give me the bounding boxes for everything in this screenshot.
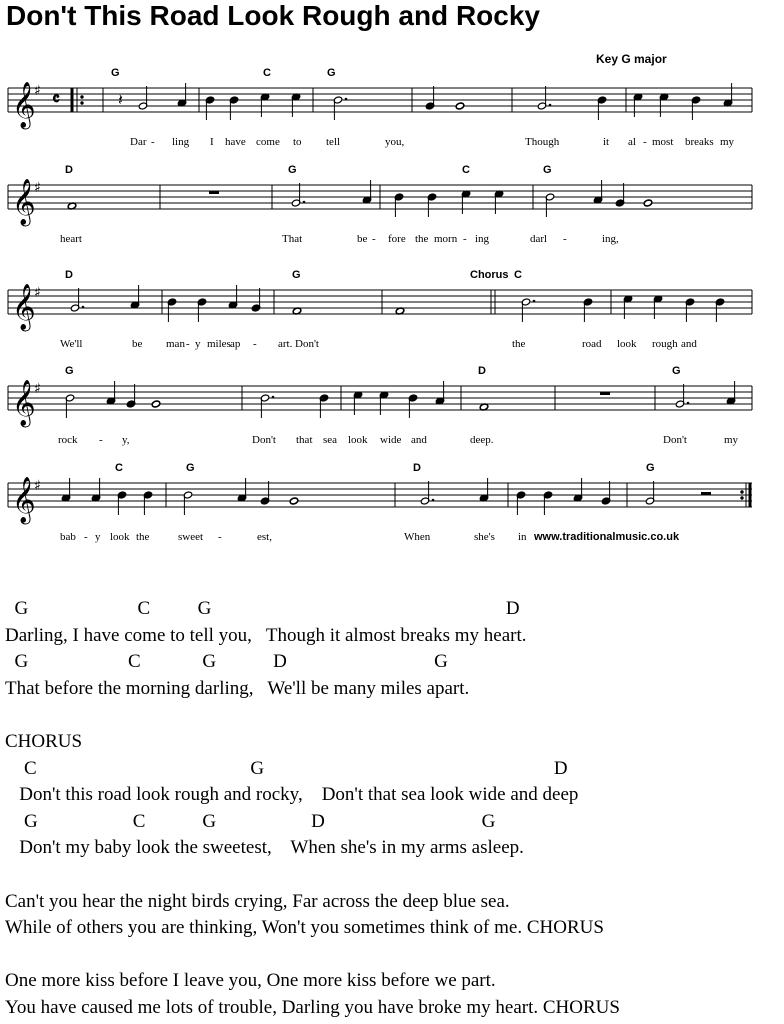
lyric-syllable: est, [257, 531, 272, 543]
note-icon [494, 190, 503, 214]
whole-rest-icon [209, 191, 219, 194]
note-icon [573, 478, 582, 502]
song-line: CHORUS [5, 730, 83, 752]
lyric-syllable: - [84, 531, 88, 543]
lyric-syllable: - [253, 338, 257, 350]
lyric-syllable: the [512, 338, 526, 350]
note-icon [521, 298, 535, 322]
note-icon [685, 298, 694, 322]
song-line: While of others you are thinking, Won't you sometimes think of me. CHORUS [5, 917, 604, 939]
staff-system-4 [0, 358, 784, 453]
note-icon [633, 93, 642, 117]
staff-system-1 [0, 60, 784, 155]
quarter-rest-icon: 𝄽 [118, 90, 123, 109]
note-icon [289, 497, 298, 505]
song-title: Don't This Road Look Rough and Rocky [6, 0, 540, 31]
chord-symbol: G [672, 365, 681, 377]
chord-symbol: D [478, 365, 486, 377]
lyric-syllable: ing [475, 233, 490, 245]
chord-symbol: D [65, 164, 73, 176]
song-line: Can't you hear the night birds crying, Far across the deep blue sea. [5, 890, 510, 912]
lyric-syllable: look [348, 434, 368, 446]
treble-clef-icon: 𝄞 [12, 284, 36, 330]
lyric-syllable: darl [530, 233, 548, 245]
lyric-syllable: in [518, 531, 527, 543]
lyric-syllable: - [218, 531, 222, 543]
song-line [5, 862, 780, 889]
note-dot [533, 300, 536, 303]
note-icon [229, 96, 238, 120]
lyric-syllable: miles [207, 338, 231, 350]
lyric-syllable: bab [60, 531, 76, 543]
watermark: www.traditionalmusic.co.uk [534, 531, 680, 543]
note-icon [143, 491, 152, 515]
lyric-syllable: she's [474, 531, 495, 543]
note-head [455, 102, 464, 110]
chord-symbol: G [543, 164, 552, 176]
lyric-syllable: be [357, 233, 368, 245]
note-icon [545, 193, 554, 217]
lyric-syllable: and [681, 338, 697, 350]
lyric-syllable: that [296, 434, 313, 446]
lyric-syllable: look [110, 531, 130, 543]
lyric-syllable: deep. [470, 434, 494, 446]
note-icon [319, 394, 328, 418]
note-dot [549, 104, 552, 107]
song-line [5, 942, 780, 969]
lyric-syllable: morn [434, 233, 458, 245]
sharp-icon: ♯ [34, 180, 41, 196]
note-icon [645, 481, 654, 505]
lyric-syllable: you, [385, 136, 405, 148]
note-icon [65, 394, 74, 418]
chord-symbol: C [115, 462, 123, 474]
lyric-syllable: When [404, 531, 431, 543]
sharp-icon: ♯ [34, 285, 41, 301]
chord-symbol: C [462, 164, 470, 176]
note-icon [130, 285, 139, 309]
lyric-syllable: rough [652, 338, 678, 350]
lyric-syllable: heart [60, 233, 82, 245]
lyric-syllable: al [628, 136, 636, 148]
lyric-syllable: wide [380, 434, 402, 446]
sharp-icon: ♯ [34, 381, 41, 397]
note-icon [723, 83, 732, 107]
lyric-syllable: sea [323, 434, 338, 446]
half-rest-icon [701, 492, 711, 495]
note-icon [228, 285, 237, 309]
note-icon [715, 298, 724, 322]
chord-symbol: G [646, 462, 655, 474]
chord-symbol: D [413, 462, 421, 474]
song-line: Darling, I have come to tell you, Though it almost breaks my heart. [5, 624, 527, 646]
chord-symbol: G [288, 164, 297, 176]
song-line: One more kiss before I leave you, One more kiss before we part. [5, 970, 496, 992]
chord-symbol: G [111, 67, 120, 79]
note-icon [653, 295, 662, 319]
lyric-syllable: ap [230, 338, 241, 350]
note-icon [691, 96, 700, 120]
note-icon [117, 491, 126, 515]
note-icon [353, 391, 362, 415]
lyric-syllable: be [132, 338, 143, 350]
lyrics-with-chords [5, 596, 780, 1022]
chord-symbol: C [263, 67, 271, 79]
song-line: G C G D G [5, 651, 448, 673]
lyric-syllable: I [210, 136, 214, 148]
key-signature-label: Key G major [596, 52, 667, 66]
note-icon [435, 381, 444, 405]
note-icon [260, 394, 274, 418]
lyric-syllable: That [282, 233, 303, 245]
note-icon [91, 478, 100, 502]
lyric-syllable: the [136, 531, 150, 543]
lyric-syllable: - [151, 136, 155, 148]
note-icon [237, 478, 246, 502]
lyric-syllable: - [186, 338, 190, 350]
song-line: Don't this road look rough and rocky, Don't that sea look wide and deep [5, 784, 579, 806]
lyric-syllable: most [652, 136, 674, 148]
lyric-syllable: the [415, 233, 429, 245]
note-icon [408, 394, 417, 418]
note-icon [597, 96, 606, 120]
chord-symbol: G [327, 67, 336, 79]
lyric-syllable: Though [525, 136, 560, 148]
lyric-syllable: Don't [252, 434, 276, 446]
lyric-syllable: man [166, 338, 185, 350]
note-head [151, 400, 160, 408]
note-dot [82, 306, 85, 309]
song-line: C G D [5, 757, 568, 779]
note-icon [197, 298, 206, 322]
whole-rest-icon [600, 392, 610, 395]
note-icon [151, 400, 160, 408]
sharp-icon: ♯ [34, 83, 41, 99]
note-icon [260, 481, 269, 505]
note-icon [543, 491, 552, 515]
repeat-dot [80, 95, 83, 98]
staff-system-3 [0, 262, 784, 357]
lyric-syllable: tell [326, 136, 341, 148]
note-icon [379, 391, 388, 415]
lyric-syllable: y [95, 531, 101, 543]
lyric-syllable: sweet [178, 531, 204, 543]
note-icon [583, 298, 592, 322]
lyric-syllable: rock [58, 434, 78, 446]
note-dot [303, 201, 306, 204]
repeat-dot [740, 496, 743, 499]
lyric-syllable: Dar [130, 136, 147, 148]
note-icon [427, 193, 436, 217]
song-line: That before the morning darling, We'll be many miles apart. [5, 677, 470, 699]
staff-system-5 [0, 455, 784, 550]
note-icon [333, 96, 347, 120]
song-line: G C G D [5, 598, 520, 619]
note-icon [205, 96, 214, 120]
lyric-syllable: y [195, 338, 201, 350]
lyric-syllable: - [463, 233, 467, 245]
lyric-syllable: look [617, 338, 637, 350]
lyric-syllable: ing, [602, 233, 619, 245]
note-icon [183, 491, 192, 515]
lyric-syllable: my [724, 434, 739, 446]
note-icon [726, 381, 735, 405]
note-icon [425, 86, 434, 110]
note-icon [106, 381, 115, 405]
lyric-syllable: - [563, 233, 567, 245]
note-icon [167, 298, 176, 322]
note-dot [345, 98, 348, 101]
chord-symbol: C [514, 269, 522, 281]
note-icon [516, 491, 525, 515]
note-icon [643, 199, 652, 207]
lyric-syllable: my [720, 136, 735, 148]
song-line: Don't my baby look the sweetest, When she's in my arms asleep. [5, 837, 524, 859]
song-line: You have caused me lots of trouble, Darling you have broke my heart. CHORUS [5, 996, 620, 1018]
song-line [5, 702, 780, 729]
lyric-syllable: - [643, 136, 647, 148]
note-dot [687, 402, 690, 405]
lyric-syllable: We'll [60, 338, 83, 350]
note-icon [61, 478, 70, 502]
lyric-syllable: y, [122, 434, 130, 446]
note-icon [615, 183, 624, 207]
lyric-syllable: - [99, 434, 103, 446]
lyric-syllable: road [582, 338, 602, 350]
note-icon [479, 478, 488, 502]
treble-clef-icon: 𝄞 [12, 380, 36, 426]
lyric-syllable: - [372, 233, 376, 245]
note-icon [659, 93, 668, 117]
note-icon [601, 481, 610, 505]
lyric-syllable: breaks [685, 136, 714, 148]
note-head [289, 497, 298, 505]
chorus-marker: Chorus [470, 269, 509, 281]
note-icon [623, 295, 632, 319]
song-line: G C G D G [5, 810, 496, 832]
note-head [643, 199, 652, 207]
note-icon [362, 180, 371, 204]
chord-symbol: D [65, 269, 73, 281]
chord-symbol: G [65, 365, 74, 377]
note-icon [461, 190, 470, 214]
lyric-syllable: and [411, 434, 427, 446]
note-icon [291, 93, 300, 117]
lyric-syllable: come [256, 136, 280, 148]
note-icon [138, 86, 147, 110]
common-time-icon: 𝄴 [52, 89, 61, 110]
note-dot [272, 396, 275, 399]
lyric-syllable: have [225, 136, 246, 148]
repeat-dot [740, 490, 743, 493]
lyric-syllable: fore [388, 233, 406, 245]
lyric-syllable: Don't [663, 434, 687, 446]
lyric-syllable: art. [278, 338, 293, 350]
lyric-syllable: Don't [295, 338, 319, 350]
chord-symbol: G [292, 269, 301, 281]
note-icon [126, 384, 135, 408]
note-icon [593, 180, 602, 204]
note-icon [394, 193, 403, 217]
staff-system-2 [0, 157, 784, 252]
repeat-dot [80, 101, 83, 104]
note-icon [177, 83, 186, 107]
note-dot [432, 499, 435, 502]
note-icon [455, 102, 464, 110]
lyric-syllable: ling [172, 136, 190, 148]
note-icon [260, 93, 269, 117]
lyric-syllable: to [293, 136, 302, 148]
treble-clef-icon: 𝄞 [12, 82, 36, 128]
treble-clef-icon: 𝄞 [12, 477, 36, 523]
note-icon [251, 288, 260, 312]
chord-symbol: G [186, 462, 195, 474]
sharp-icon: ♯ [34, 478, 41, 494]
treble-clef-icon: 𝄞 [12, 179, 36, 225]
lyric-syllable: it [603, 136, 610, 148]
